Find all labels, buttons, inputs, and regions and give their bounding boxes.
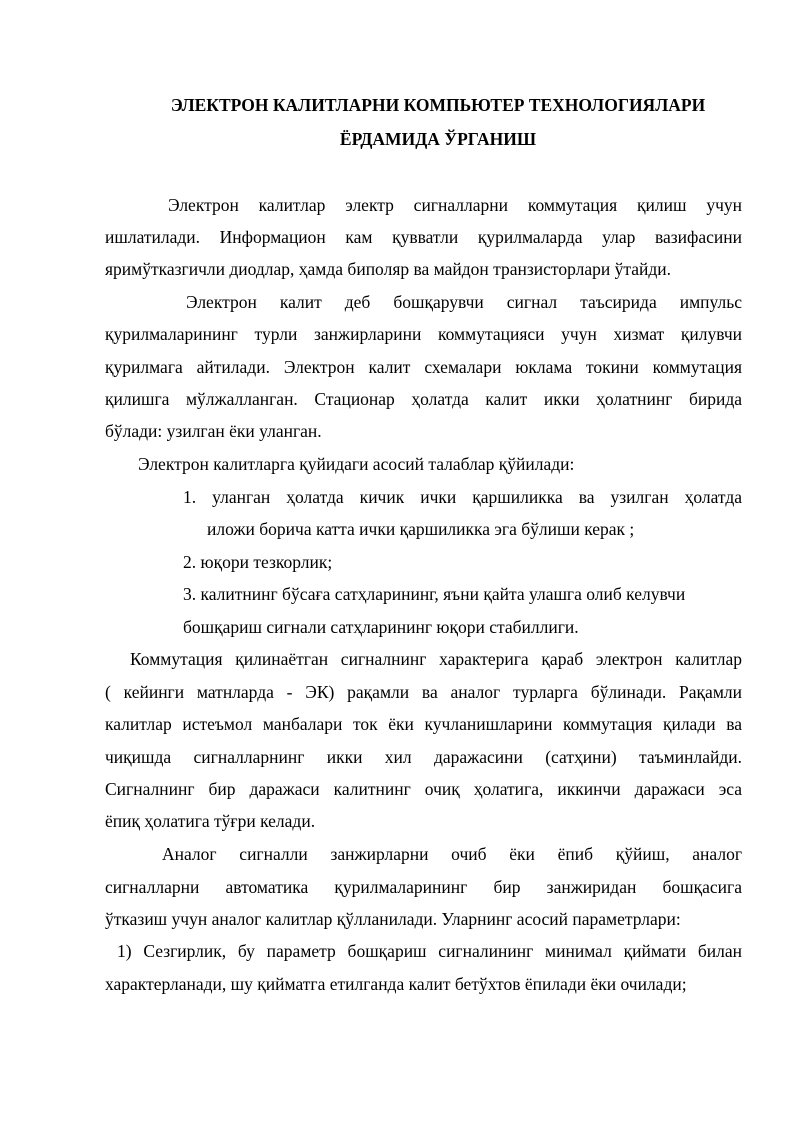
paragraph-line: Электрон калитларга қуйидаги асосий талаблар қўйилади: xyxy=(138,454,575,474)
paragraph-line: ишлатилади. Информацион кам қувватли қурилмаларда улар вазифасини xyxy=(105,227,742,247)
list-item-continuation: характерланади, шу қийматга етилганда калит бетўхтов ёпилади ёки очилади; xyxy=(105,974,687,994)
list-item-continuation: бошқариш сигнали сатҳларининг юқори стабиллиги. xyxy=(183,617,579,637)
paragraph-line: ёпиқ ҳолатига тўғри келади. xyxy=(105,811,316,831)
paragraph-line: ўтказиш учун аналог калитлар қўлланилади. Уларнинг асосий параметрлари: xyxy=(105,909,681,929)
paragraph-line: Электрон калит деб бошқарувчи сигнал таъсирида импульс xyxy=(186,292,742,312)
paragraph-line: қурилмаларининг турли занжирларини коммутацияси учун хизмат қилувчи xyxy=(105,324,742,344)
paragraph-line: яримўтказгичли диодлар, ҳамда биполяр ва майдон транзисторлари ўтайди. xyxy=(105,259,671,279)
paragraph-line: калитлар истеъмол манбалари ток ёки кучланишларини коммутация қилади ва xyxy=(105,714,742,734)
document-title-line-1: ЭЛЕКТРОН КАЛИТЛАРНИ КОМПЬЮТЕР ТЕХНОЛОГИЯЛАРИ xyxy=(170,95,706,115)
paragraph-line: сигналларни автоматика қурилмаларининг бир занжиридан бошқасига xyxy=(105,877,742,897)
paragraph-line: бўлади: узилган ёки уланган. xyxy=(105,421,322,441)
list-item: 2. юқори тезкорлик; xyxy=(183,552,333,572)
paragraph-line: қурилмага айтилади. Электрон калит схемалари юклама токини коммутация xyxy=(105,357,742,377)
paragraph-line: чиқишда сигналларнинг икки хил даражасини (сатҳини) таъминлайди. xyxy=(105,747,742,767)
document-title-line-2: ЁРДАМИДА ЎРГАНИШ xyxy=(339,129,537,149)
paragraph-line: Коммутация қилинаётган сигналнинг характерига қараб электрон калитлар xyxy=(130,649,742,669)
paragraph-line: Электрон калитлар электр сигналларни коммутация қилиш учун xyxy=(168,195,742,215)
paragraph-line: ( кейинги матнларда - ЭК) рақамли ва аналог турларга бўлинади. Рақамли xyxy=(105,682,742,702)
list-item: 1) Сезгирлик, бу параметр бошқариш сигналининг минимал қиймати билан xyxy=(117,941,742,961)
paragraph-line: Аналог сигналли занжирларни очиб ёки ёпиб қўйиш, аналог xyxy=(162,844,742,864)
paragraph-line: қилишга мўлжалланган. Стационар ҳолатда калит икки ҳолатнинг бирида xyxy=(105,389,742,409)
list-item-continuation: иложи борича катта ички қаршиликка эга бўлиши керак ; xyxy=(207,519,635,539)
list-item: 3. калитнинг бўсаға сатҳларининг, яъни қайта улашга олиб келувчи xyxy=(183,584,686,604)
list-item: 1. уланган ҳолатда кичик ички қаршиликка ва узилган ҳолатда xyxy=(183,487,742,507)
paragraph-line: Сигналнинг бир даражаси калитнинг очиқ ҳолатига, иккинчи даражаси эса xyxy=(105,779,742,799)
